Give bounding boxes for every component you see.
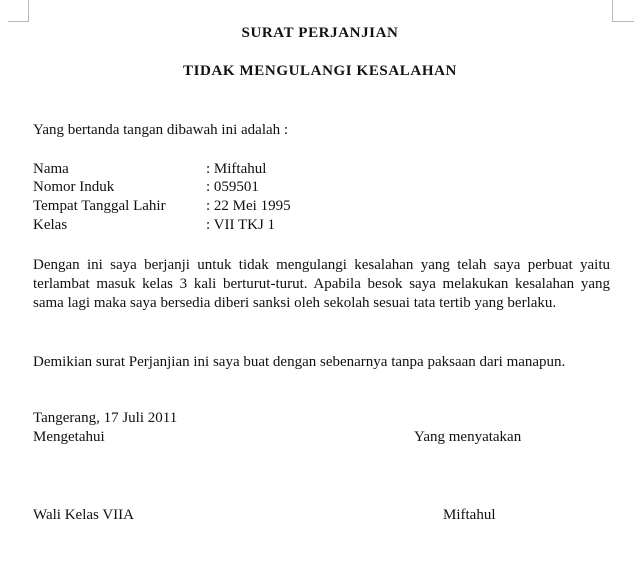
place-date: Tangerang, 17 Juli 2011 — [33, 410, 178, 426]
field-label-tempat-tanggal-lahir: Tempat Tanggal Lahir — [33, 198, 166, 214]
field-value-tempat-tanggal-lahir: : 22 Mei 1995 — [206, 198, 291, 214]
right-signature-caption: Yang menyatakan — [414, 429, 522, 445]
right-signer-name: Miftahul — [443, 507, 496, 523]
left-signature-caption: Mengetahui — [33, 429, 105, 445]
margin-corner-mark — [28, 0, 29, 22]
field-value-nomor-induk: : 059501 — [206, 179, 259, 195]
document-subtitle: TIDAK MENGULANGI KESALAHAN — [183, 63, 457, 79]
margin-corner-mark — [612, 21, 634, 22]
document-title: SURAT PERJANJIAN — [241, 25, 399, 41]
body-paragraph: Dengan ini saya berjanji untuk tidak mengulangi kesalahan yang telah saya perbuat yaitu terlambat masuk kelas 3 kali berturut-turut. Apabila besok saya melakukan kesalahan yang sama lagi maka saya bersedia diberi sanksi oleh sekolah sesuai tata tertib yang berlaku. — [33, 257, 610, 311]
closing-paragraph: Demikian surat Perjanjian ini saya buat dengan sebenarnya tanpa paksaan dari manapun. — [33, 354, 566, 370]
margin-corner-mark — [8, 21, 29, 22]
margin-corner-mark — [612, 0, 613, 22]
field-value-nama: : Miftahul — [206, 161, 267, 177]
left-signer-name: Wali Kelas VIIA — [33, 507, 134, 523]
field-label-kelas: Kelas — [33, 217, 68, 233]
field-label-nama: Nama — [33, 161, 69, 177]
field-value-kelas: : VII TKJ 1 — [206, 217, 276, 233]
field-label-nomor-induk: Nomor Induk — [33, 179, 115, 195]
intro-text: Yang bertanda tangan dibawah ini adalah : — [33, 122, 289, 138]
